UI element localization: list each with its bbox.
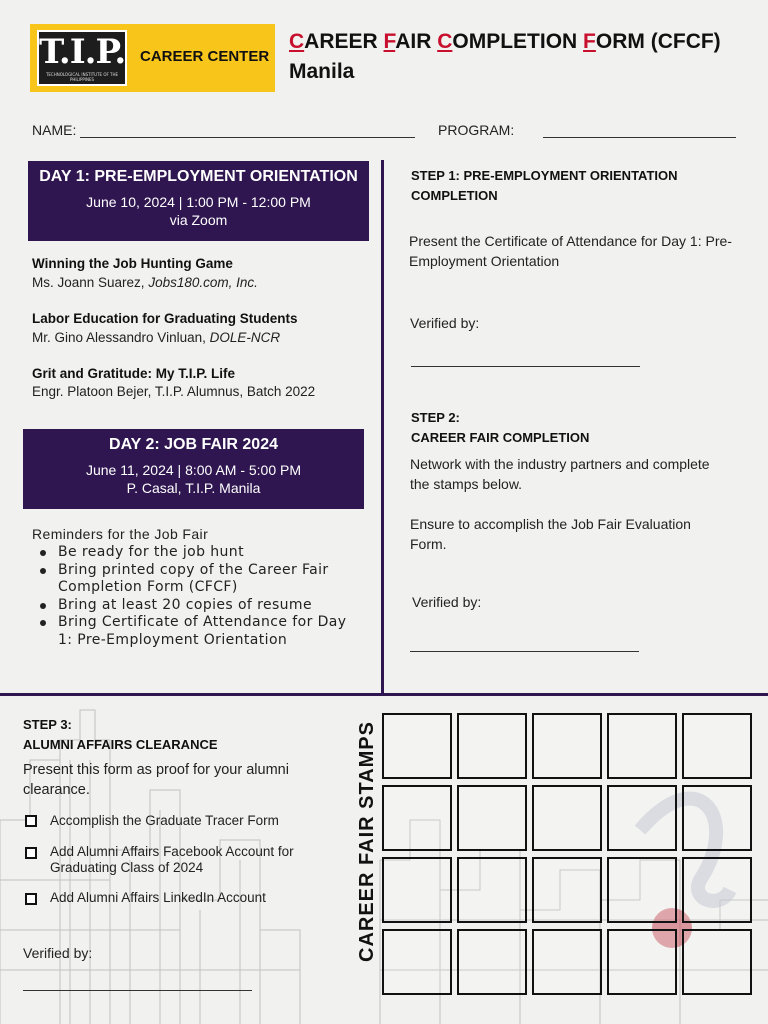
step1-signature-line[interactable] (411, 366, 640, 367)
day2-heading: DAY 2: JOB FAIR 2024 (109, 436, 278, 453)
step3-verified-label: Verified by: (23, 945, 93, 961)
column-divider (381, 160, 384, 695)
step3-signature-line[interactable] (23, 990, 252, 991)
stamp-cell[interactable] (532, 857, 602, 923)
talk-2-speaker-org: DOLE-NCR (209, 330, 281, 345)
step1-verified-label: Verified by: (410, 315, 480, 331)
stamp-cell[interactable] (682, 929, 752, 995)
day1-heading: DAY 1: PRE-EMPLOYMENT ORIENTATION (39, 168, 358, 185)
stamp-cell[interactable] (607, 929, 677, 995)
day1-venue: via Zoom (169, 212, 228, 228)
talk-2-speaker (32, 330, 280, 345)
step2-text-evaluation: Ensure to accomplish the Job Fair Evaluation Form. (410, 516, 691, 552)
career-fair-stamps-title: CAREER FAIR STAMPS (356, 721, 378, 962)
reminder-item: Be ready for the job hunt (32, 544, 362, 562)
stamp-cell[interactable] (682, 857, 752, 923)
form-title-part: ORM (CFCF) (595, 30, 721, 53)
program-label: PROGRAM: (438, 122, 515, 138)
step2-text-network: Network with the industry partners and complete the stamps below. (410, 456, 710, 492)
talk-1-speaker-name: Ms. Joann Suarez, (32, 275, 145, 290)
reminder-item: Bring at least 20 copies of resume (32, 597, 362, 615)
talk-2-title: Labor Education for Graduating Students (32, 311, 298, 326)
talk-1-speaker-org: Jobs180.com, Inc. (148, 275, 258, 290)
stamp-cell[interactable] (607, 713, 677, 779)
facebook-account-checkbox[interactable] (25, 847, 37, 859)
stamp-cell[interactable] (532, 713, 602, 779)
form-title-part: C (437, 30, 453, 53)
step3-text: Present this form as proof for your alumni clearance. (23, 762, 289, 798)
day2-banner (23, 429, 364, 509)
stamp-cell[interactable] (457, 857, 527, 923)
tip-logo-subtext: TECHNOLOGICAL INSTITUTE OF THE PHILIPPINES (45, 72, 119, 82)
stamp-cell[interactable] (607, 857, 677, 923)
program-field-line[interactable] (543, 137, 736, 138)
tip-logo (37, 30, 127, 86)
checklist-item-linkedin: Add Alumni Affairs LinkedIn Account (50, 890, 266, 905)
talk-1-speaker (32, 275, 258, 290)
linkedin-account-checkbox[interactable] (25, 893, 37, 905)
form-title-part: C (289, 30, 305, 53)
step2-signature-line[interactable] (410, 651, 639, 652)
stamp-cell[interactable] (382, 713, 452, 779)
reminders-title: Reminders for the Job Fair (32, 526, 209, 542)
step3-heading-title: ALUMNI AFFAIRS CLEARANCE (23, 737, 218, 752)
name-label: NAME: (32, 122, 77, 138)
stamp-cell[interactable] (532, 785, 602, 851)
reminder-item: Bring printed copy of the Career Fair Completion Form (CFCF) (32, 562, 362, 597)
day1-schedule: June 10, 2024 | 1:00 PM - 12:00 PM (86, 194, 311, 210)
career-center-label: CAREER CENTER (140, 48, 270, 65)
day2-venue: P. Casal, T.I.P. Manila (126, 480, 261, 496)
stamp-cell[interactable] (607, 785, 677, 851)
talk-3-speaker: Engr. Platoon Bejer, T.I.P. Alumnus, Batch 2022 (32, 384, 316, 399)
stamp-cell[interactable] (382, 857, 452, 923)
reminders-list (32, 544, 362, 649)
tip-logo-text: T.I.P. (39, 32, 126, 72)
stamp-cell[interactable] (457, 713, 527, 779)
reminder-item: Bring Certificate of Attendance for Day 1: Pre-Employment Orientation (32, 614, 362, 649)
checklist-item-facebook: Add Alumni Affairs Facebook Account for Graduating Class of 2024 (50, 844, 294, 875)
step2-heading-title: CAREER FAIR COMPLETION (411, 430, 590, 445)
form-title-part: F (583, 30, 596, 53)
talk-2-speaker-name: Mr. Gino Alessandro Vinluan, (32, 330, 206, 345)
stamp-cell[interactable] (382, 785, 452, 851)
form-title-part: AIR (395, 30, 438, 53)
checklist-item-tracer-form: Accomplish the Graduate Tracer Form (50, 813, 279, 828)
campus-name: Manila (289, 60, 355, 83)
tracer-form-checkbox[interactable] (25, 815, 37, 827)
step1-text: Present the Certificate of Attendance for Day 1: Pre-Employment Orientation (409, 233, 732, 269)
form-title-part: AREER (304, 30, 384, 53)
step2-heading-number: STEP 2: (411, 410, 460, 425)
stamp-cell[interactable] (457, 929, 527, 995)
stamp-cell[interactable] (682, 713, 752, 779)
day1-banner (28, 161, 369, 241)
stamp-cell[interactable] (532, 929, 602, 995)
talk-1-title: Winning the Job Hunting Game (32, 256, 233, 271)
stamp-cell[interactable] (457, 785, 527, 851)
form-title-part: OMPLETION (452, 30, 584, 53)
career-center-logo-box (30, 24, 275, 92)
talk-3-title: Grit and Gratitude: My T.I.P. Life (32, 366, 236, 381)
form-title-part: F (383, 30, 396, 53)
stamp-cell[interactable] (382, 929, 452, 995)
stamp-cell[interactable] (682, 785, 752, 851)
step3-heading-number: STEP 3: (23, 717, 72, 732)
step1-heading: STEP 1: PRE-EMPLOYMENT ORIENTATION COMPLETION (411, 168, 678, 203)
step2-verified-label: Verified by: (412, 594, 482, 610)
section-divider (0, 693, 768, 696)
form-title (289, 30, 721, 54)
name-field-line[interactable] (80, 137, 415, 138)
day2-schedule: June 11, 2024 | 8:00 AM - 5:00 PM (85, 462, 302, 478)
